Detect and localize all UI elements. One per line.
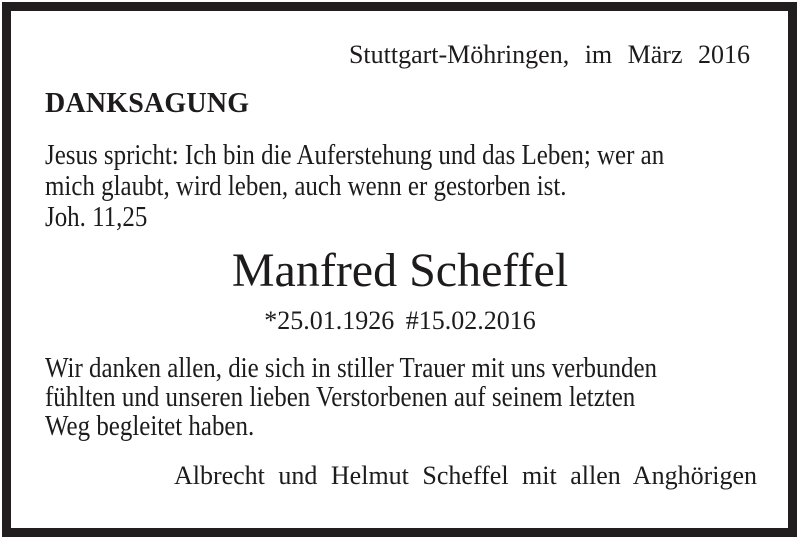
verse-reference: Joh. 11,25 — [45, 201, 148, 233]
dateline: Stuttgart-Möhringen, im März 2016 — [348, 40, 750, 69]
heading-danksagung: DANKSAGUNG — [45, 88, 250, 119]
thanks-line-1: Wir danken allen, die sich in stiller Trauer mit uns verbunden — [45, 352, 657, 384]
family-signature: Albrecht und Helmut Scheffel mit allen Anghörigen — [173, 461, 757, 490]
scripture-verse — [45, 140, 664, 233]
thanks-line-3: Weg begleitet haben. — [45, 410, 255, 442]
verse-line-2: mich glaubt, wird leben, auch wenn er gestorben ist. — [45, 170, 567, 202]
thanks-paragraph — [45, 354, 657, 441]
life-dates: *25.01.1926 #15.02.2016 — [264, 306, 536, 335]
thanks-line-2: fühlten und unseren lieben Verstorbenen auf seinem letzten — [45, 381, 636, 413]
verse-line-1: Jesus spricht: Ich bin die Auferstehung und das Leben; wer an — [45, 139, 665, 171]
deceased-name: Manfred Scheffel — [231, 244, 569, 297]
